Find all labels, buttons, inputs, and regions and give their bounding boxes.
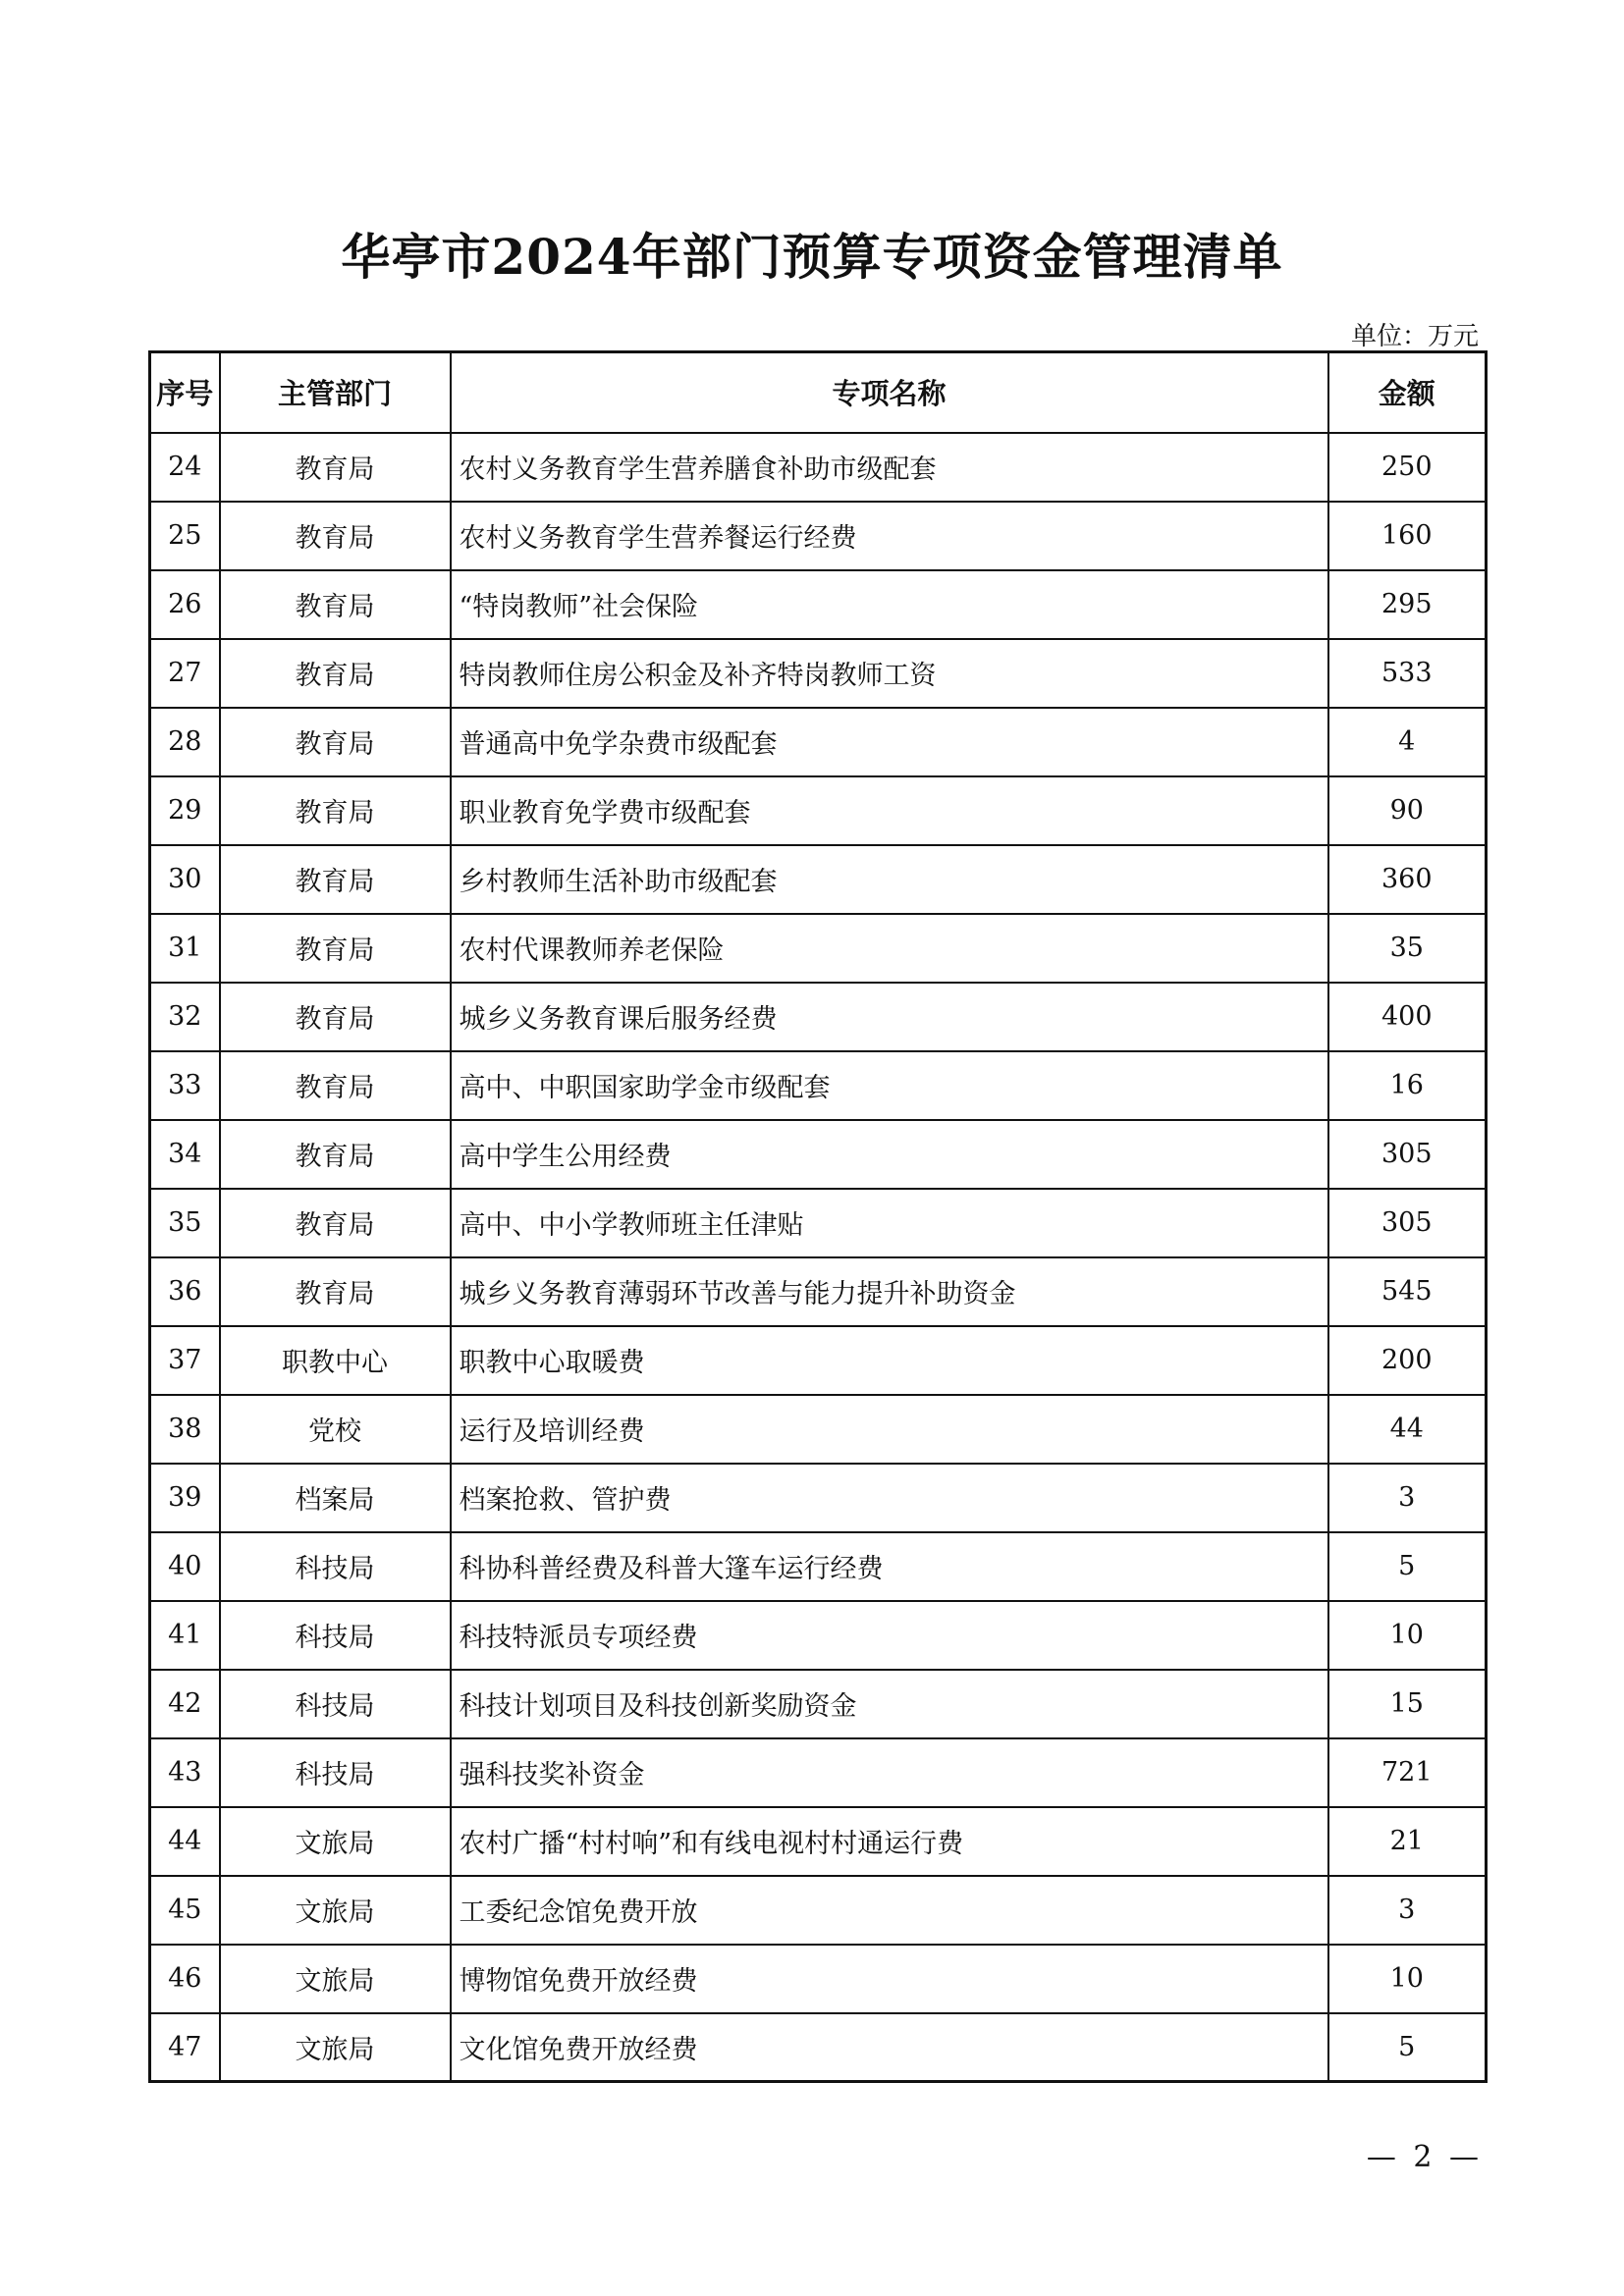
- cell-amount: 400: [1328, 983, 1487, 1051]
- cell-name: 普通高中免学杂费市级配套: [451, 708, 1328, 776]
- header-amount: 金额: [1328, 352, 1487, 433]
- cell-amount: 44: [1328, 1395, 1487, 1464]
- cell-amount: 10: [1328, 1945, 1487, 2013]
- header-name: 专项名称: [451, 352, 1328, 433]
- cell-dept: 教育局: [220, 1120, 451, 1189]
- cell-seq: 47: [150, 2013, 220, 2082]
- cell-seq: 27: [150, 639, 220, 708]
- cell-dept: 文旅局: [220, 1807, 451, 1876]
- table-row: [150, 2013, 1487, 2082]
- table-row: [150, 1464, 1487, 1532]
- table-row: [150, 1945, 1487, 2013]
- table-row: [150, 1189, 1487, 1257]
- cell-amount: 295: [1328, 570, 1487, 639]
- cell-amount: 3: [1328, 1876, 1487, 1945]
- cell-seq: 38: [150, 1395, 220, 1464]
- table-row: [150, 1257, 1487, 1326]
- table-row: [150, 983, 1487, 1051]
- cell-seq: 32: [150, 983, 220, 1051]
- cell-seq: 29: [150, 776, 220, 845]
- cell-dept: 教育局: [220, 776, 451, 845]
- cell-name: 博物馆免费开放经费: [451, 1945, 1328, 2013]
- cell-seq: 34: [150, 1120, 220, 1189]
- cell-amount: 160: [1328, 502, 1487, 570]
- cell-seq: 37: [150, 1326, 220, 1395]
- cell-seq: 25: [150, 502, 220, 570]
- cell-amount: 35: [1328, 914, 1487, 983]
- table-row: [150, 914, 1487, 983]
- cell-dept: 教育局: [220, 1051, 451, 1120]
- cell-seq: 42: [150, 1670, 220, 1738]
- cell-dept: 科技局: [220, 1532, 451, 1601]
- cell-amount: 21: [1328, 1807, 1487, 1876]
- cell-dept: 科技局: [220, 1601, 451, 1670]
- table-row: [150, 570, 1487, 639]
- cell-dept: 科技局: [220, 1670, 451, 1738]
- cell-amount: 360: [1328, 845, 1487, 914]
- table-row: [150, 1120, 1487, 1189]
- cell-dept: 教育局: [220, 1257, 451, 1326]
- cell-dept: 档案局: [220, 1464, 451, 1532]
- table-row: [150, 1807, 1487, 1876]
- table-row: [150, 1670, 1487, 1738]
- cell-seq: 35: [150, 1189, 220, 1257]
- cell-dept: 教育局: [220, 570, 451, 639]
- cell-name: 职教中心取暖费: [451, 1326, 1328, 1395]
- cell-name: 科协科普经费及科普大篷车运行经费: [451, 1532, 1328, 1601]
- cell-name: 农村义务教育学生营养膳食补助市级配套: [451, 433, 1328, 502]
- cell-name: 农村广播“村村响”和有线电视村村通运行费: [451, 1807, 1328, 1876]
- cell-dept: 职教中心: [220, 1326, 451, 1395]
- cell-dept: 文旅局: [220, 1945, 451, 2013]
- cell-name: 文化馆免费开放经费: [451, 2013, 1328, 2082]
- cell-amount: 305: [1328, 1120, 1487, 1189]
- cell-name: 高中、中小学教师班主任津贴: [451, 1189, 1328, 1257]
- cell-seq: 45: [150, 1876, 220, 1945]
- cell-seq: 36: [150, 1257, 220, 1326]
- cell-name: 城乡义务教育薄弱环节改善与能力提升补助资金: [451, 1257, 1328, 1326]
- cell-dept: 教育局: [220, 983, 451, 1051]
- cell-amount: 5: [1328, 2013, 1487, 2082]
- cell-seq: 41: [150, 1601, 220, 1670]
- cell-amount: 16: [1328, 1051, 1487, 1120]
- cell-seq: 28: [150, 708, 220, 776]
- cell-amount: 721: [1328, 1738, 1487, 1807]
- cell-dept: 文旅局: [220, 2013, 451, 2082]
- cell-dept: 教育局: [220, 502, 451, 570]
- cell-dept: 教育局: [220, 914, 451, 983]
- cell-dept: 科技局: [220, 1738, 451, 1807]
- table-row: [150, 1051, 1487, 1120]
- cell-name: 特岗教师住房公积金及补齐特岗教师工资: [451, 639, 1328, 708]
- cell-name: 高中、中职国家助学金市级配套: [451, 1051, 1328, 1120]
- table-row: [150, 1876, 1487, 1945]
- table-row: [150, 1532, 1487, 1601]
- table-body: [150, 433, 1487, 2082]
- cell-name: 职业教育免学费市级配套: [451, 776, 1328, 845]
- cell-name: 城乡义务教育课后服务经费: [451, 983, 1328, 1051]
- cell-seq: 30: [150, 845, 220, 914]
- unit-label: 单位：万元: [1350, 322, 1479, 351]
- header-seq: 序号: [150, 352, 220, 433]
- cell-amount: 10: [1328, 1601, 1487, 1670]
- cell-dept: 党校: [220, 1395, 451, 1464]
- budget-table: [148, 350, 1488, 2083]
- cell-name: “特岗教师”社会保险: [451, 570, 1328, 639]
- cell-name: 农村代课教师养老保险: [451, 914, 1328, 983]
- table-row: [150, 1395, 1487, 1464]
- page-title: 华亭市2024年部门预算专项资金管理清单: [341, 228, 1283, 286]
- cell-name: 科技特派员专项经费: [451, 1601, 1328, 1670]
- cell-amount: 4: [1328, 708, 1487, 776]
- cell-amount: 533: [1328, 639, 1487, 708]
- cell-seq: 24: [150, 433, 220, 502]
- cell-amount: 3: [1328, 1464, 1487, 1532]
- cell-amount: 305: [1328, 1189, 1487, 1257]
- cell-amount: 250: [1328, 433, 1487, 502]
- cell-dept: 教育局: [220, 1189, 451, 1257]
- cell-name: 强科技奖补资金: [451, 1738, 1328, 1807]
- table-row: [150, 639, 1487, 708]
- cell-name: 工委纪念馆免费开放: [451, 1876, 1328, 1945]
- cell-dept: 教育局: [220, 845, 451, 914]
- cell-name: 高中学生公用经费: [451, 1120, 1328, 1189]
- cell-name: 乡村教师生活补助市级配套: [451, 845, 1328, 914]
- table-row: [150, 1601, 1487, 1670]
- cell-name: 档案抢救、管护费: [451, 1464, 1328, 1532]
- cell-amount: 200: [1328, 1326, 1487, 1395]
- table-row: [150, 433, 1487, 502]
- cell-seq: 33: [150, 1051, 220, 1120]
- table-row: [150, 1326, 1487, 1395]
- cell-dept: 文旅局: [220, 1876, 451, 1945]
- cell-seq: 26: [150, 570, 220, 639]
- table-row: [150, 845, 1487, 914]
- cell-amount: 90: [1328, 776, 1487, 845]
- table-row: [150, 708, 1487, 776]
- cell-seq: 46: [150, 1945, 220, 2013]
- cell-amount: 5: [1328, 1532, 1487, 1601]
- cell-seq: 31: [150, 914, 220, 983]
- cell-amount: 545: [1328, 1257, 1487, 1326]
- cell-name: 科技计划项目及科技创新奖励资金: [451, 1670, 1328, 1738]
- cell-name: 运行及培训经费: [451, 1395, 1328, 1464]
- cell-seq: 44: [150, 1807, 220, 1876]
- cell-seq: 43: [150, 1738, 220, 1807]
- table-header-row: [150, 352, 1487, 433]
- table-row: [150, 1738, 1487, 1807]
- cell-dept: 教育局: [220, 708, 451, 776]
- cell-seq: 40: [150, 1532, 220, 1601]
- cell-name: 农村义务教育学生营养餐运行经费: [451, 502, 1328, 570]
- header-dept: 主管部门: [220, 352, 451, 433]
- table-row: [150, 502, 1487, 570]
- table-row: [150, 776, 1487, 845]
- cell-seq: 39: [150, 1464, 220, 1532]
- page-number: — 2 —: [1366, 2140, 1483, 2174]
- cell-amount: 15: [1328, 1670, 1487, 1738]
- cell-dept: 教育局: [220, 433, 451, 502]
- cell-dept: 教育局: [220, 639, 451, 708]
